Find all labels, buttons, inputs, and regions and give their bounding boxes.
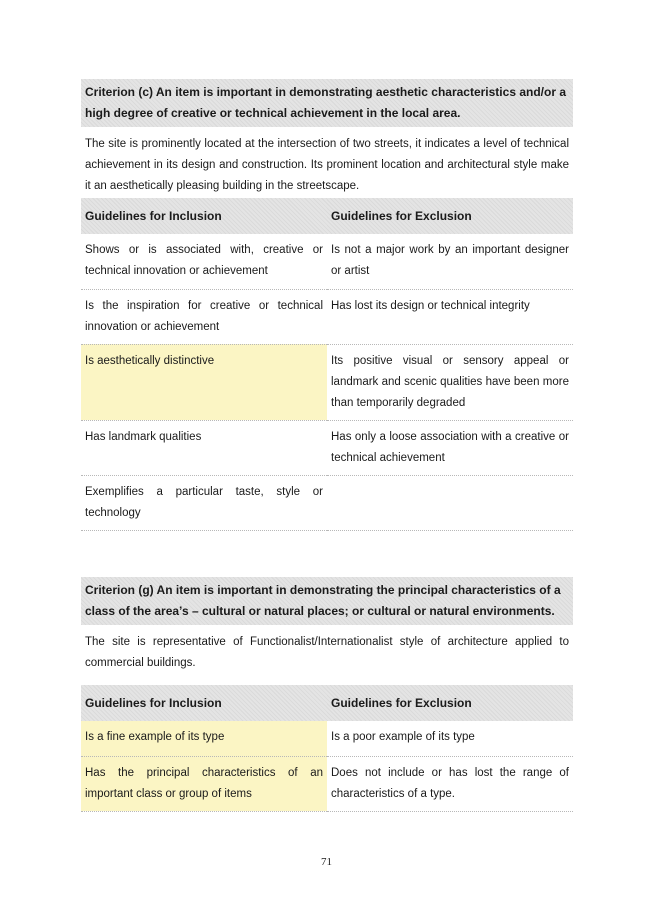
exclusion-cell: Does not include or has lost the range of characteristics of a type. bbox=[327, 756, 573, 811]
table-header-row bbox=[81, 198, 573, 234]
criterion-c-assessment: The site is prominently located at the intersection of two streets, it indicates a level of technical achievement in its design and construction. Its prominent location and architectural style make it an aesthetically pleasing building in the streetscape. bbox=[85, 138, 569, 192]
table-row bbox=[81, 234, 573, 289]
inclusion-cell: Exemplifies a particular taste, style or technology bbox=[81, 475, 327, 530]
inclusion-column-header: Guidelines for Inclusion bbox=[81, 685, 327, 721]
table-row bbox=[81, 289, 573, 344]
inclusion-cell-highlighted: Is aesthetically distinctive bbox=[81, 344, 327, 420]
inclusion-cell: Has landmark qualities bbox=[81, 420, 327, 475]
exclusion-cell: Has lost its design or technical integrity bbox=[327, 289, 573, 344]
criterion-g-heading: Criterion (g) An item is important in demonstrating the principal characteristics of a class of the area’s – cultural or natural places; or cultural or natural environments. bbox=[81, 577, 573, 625]
table-row bbox=[81, 721, 573, 756]
page-number: 71 bbox=[321, 856, 332, 868]
exclusion-column-header: Guidelines for Exclusion bbox=[327, 685, 573, 721]
table-row bbox=[81, 756, 573, 811]
criterion-c-section bbox=[81, 79, 573, 531]
table-header-row bbox=[81, 685, 573, 721]
table-row bbox=[81, 420, 573, 475]
inclusion-cell: Shows or is associated with, creative or technical innovation or achievement bbox=[81, 234, 327, 289]
exclusion-cell: Has only a loose association with a creative or technical achievement bbox=[327, 420, 573, 475]
criterion-c-guidelines-table bbox=[81, 198, 573, 531]
inclusion-column-header: Guidelines for Inclusion bbox=[81, 198, 327, 234]
criterion-g-assessment: The site is representative of Functionalist/Internationalist style of architecture applied to commercial buildings. bbox=[85, 636, 569, 669]
criterion-c-heading: Criterion (c) An item is important in demonstrating aesthetic characteristics and/or a high degree of creative or technical achievement in the local area. bbox=[81, 79, 573, 127]
exclusion-cell: Is a poor example of its type bbox=[327, 721, 573, 756]
criterion-g-section bbox=[81, 577, 573, 812]
table-row bbox=[81, 344, 573, 420]
exclusion-cell bbox=[327, 475, 573, 530]
exclusion-cell: Its positive visual or sensory appeal or landmark and scenic qualities have been more than temporarily degraded bbox=[327, 344, 573, 420]
exclusion-column-header: Guidelines for Exclusion bbox=[327, 198, 573, 234]
inclusion-cell: Is the inspiration for creative or technical innovation or achievement bbox=[81, 289, 327, 344]
inclusion-cell-highlighted: Is a fine example of its type bbox=[81, 721, 327, 756]
criterion-g-guidelines-table bbox=[81, 685, 573, 812]
table-row bbox=[81, 475, 573, 530]
inclusion-cell-highlighted: Has the principal characteristics of an important class or group of items bbox=[81, 756, 327, 811]
exclusion-cell: Is not a major work by an important designer or artist bbox=[327, 234, 573, 289]
